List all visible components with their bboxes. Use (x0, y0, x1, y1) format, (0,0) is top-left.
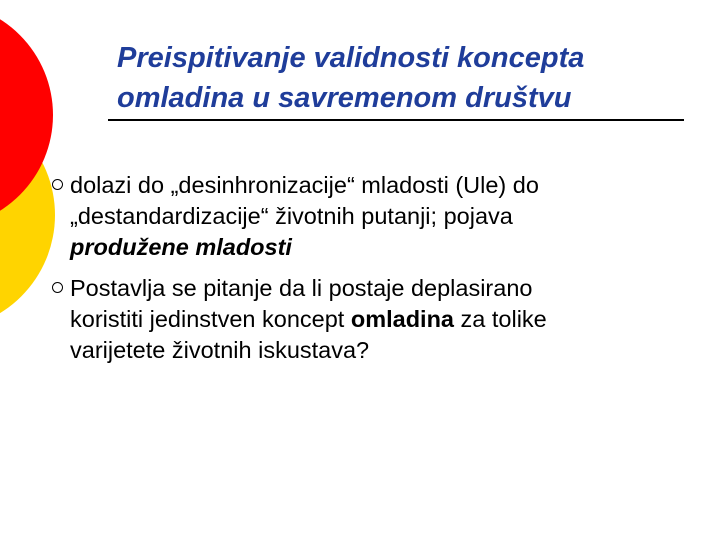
bullet-2-line-2-before: koristiti jedinstven koncept (70, 306, 351, 332)
bullet-2-line-2 (70, 304, 702, 335)
bullet-list (52, 170, 702, 376)
bullet-2-line-3: varijetete životnih iskustava? (70, 337, 370, 363)
hollow-circle-bullet-icon (52, 282, 63, 293)
bullet-2-line-2-after: za tolike (454, 306, 547, 332)
bullet-1-emphasis: produžene mladosti (70, 234, 292, 260)
hollow-circle-bullet-icon (52, 179, 63, 190)
bullet-item-1 (52, 170, 702, 263)
title-underline-divider (108, 119, 684, 121)
slide-title-line-2: omladina u savremenom društvu (117, 82, 572, 114)
slide-title (117, 38, 697, 118)
bullet-1-line-2: „destandardizacije“ životnih putanji; pojava (70, 203, 513, 229)
bullet-2-strong-term: omladina (350, 306, 455, 332)
bullet-2-line-1: Postavlja se pitanje da li postaje deplasirano (70, 275, 533, 301)
slide-title-line-1: Preispitivanje validnosti koncepta (117, 42, 585, 74)
bullet-item-2 (52, 273, 702, 366)
bullet-1-line-1: dolazi do „desinhronizacije“ mladosti (Ule) do (70, 172, 539, 198)
